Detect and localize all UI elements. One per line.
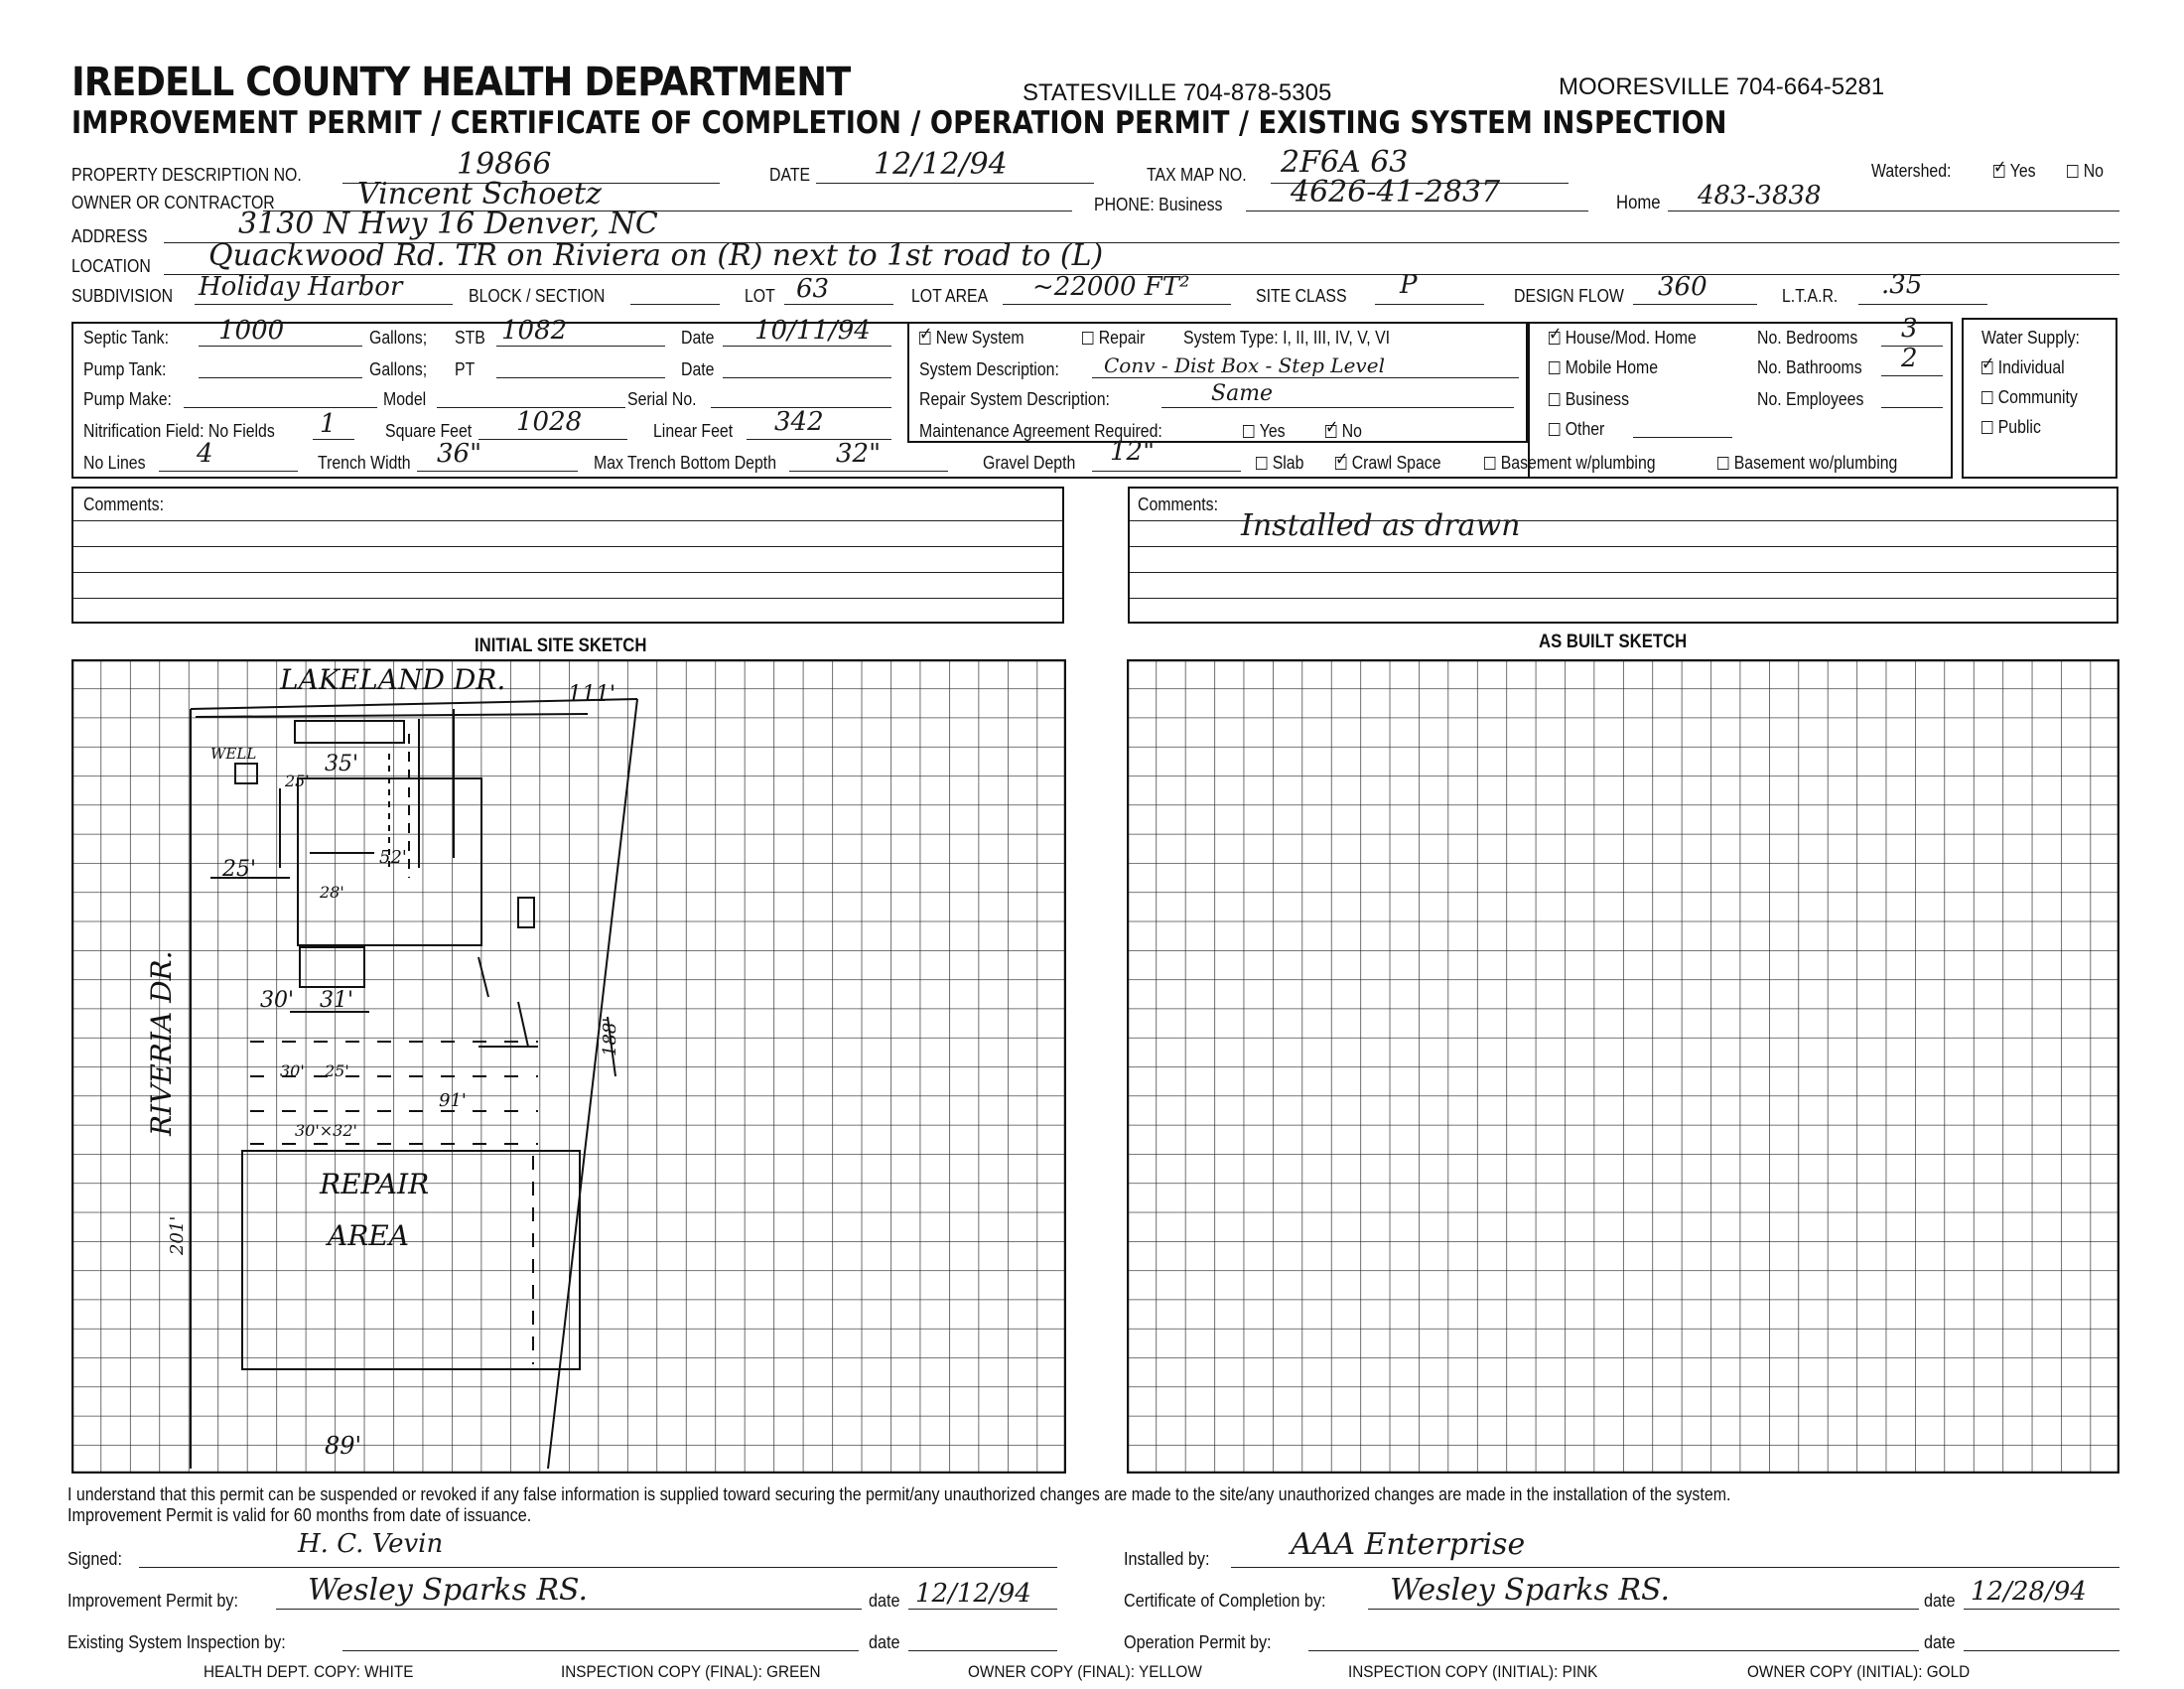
copy-owner-initial: OWNER COPY (INITIAL): GOLD [1747,1662,1971,1681]
system-type-label: System Type: I, II, III, IV, V, VI [1183,328,1391,348]
slab-checkbox[interactable] [1256,457,1267,470]
sketch-d25a: 25' [285,772,310,790]
cert-value[interactable]: Wesley Sparks RS. [1390,1573,1671,1608]
designflow-value[interactable]: 360 [1658,272,1707,302]
copy-inspection-final: INSPECTION COPY (FINAL): GREEN [561,1662,821,1681]
septic-value[interactable]: 1000 [218,316,285,346]
employees-label: No. Employees [1757,389,1864,409]
linear-value[interactable]: 342 [774,407,824,437]
basement-without-label: Basement wo/plumbing [1733,453,1898,473]
water-public[interactable] [1981,417,2041,438]
water-public-label: Public [1997,417,2041,437]
date-value[interactable]: 12/12/94 [874,147,1008,182]
improve-date-label: date [869,1591,900,1611]
business-option[interactable] [1549,389,1629,410]
model-label: Model [383,389,427,409]
ltar-value[interactable]: .35 [1881,270,1923,300]
new-system-checkbox[interactable] [919,332,930,345]
mooresville-phone: MOORESVILLE 704-664-5281 [1559,73,1885,100]
serial-label: Serial No. [627,389,697,409]
basement-without-checkbox[interactable] [1717,457,1728,470]
sysdesc-value[interactable]: Conv - Dist Box - Step Level [1104,353,1385,377]
mobile-label: Mobile Home [1565,357,1659,377]
water-individual[interactable] [1981,357,2065,378]
water-community-label: Community [1997,387,2078,407]
water-individual-checkbox[interactable] [1981,361,1992,374]
new-system[interactable] [919,328,1024,349]
maint-yes-checkbox[interactable] [1243,425,1254,438]
water-community-checkbox[interactable] [1981,391,1992,404]
sketch-repair2: AREA [328,1219,409,1252]
signed-value[interactable]: H. C. Vevin [298,1529,444,1559]
maint-no-checkbox[interactable] [1325,425,1336,438]
subdivision-label: SUBDIVISION [71,286,174,306]
comments-left-box[interactable] [71,487,1064,624]
lot-value[interactable]: 63 [796,274,830,304]
subdivision-value[interactable]: Holiday Harbor [199,272,403,302]
watershed-no-checkbox[interactable] [2067,165,2078,178]
taxmap-label: TAX MAP NO. [1147,165,1247,185]
cert-label: Certificate of Completion by: [1124,1591,1326,1611]
pump-gallons-label: Gallons; [369,359,428,379]
comments-right-label: Comments: [1138,494,1218,514]
basement-without-option[interactable] [1717,453,1897,474]
installed-label: Installed by: [1124,1549,1210,1569]
bathrooms-label: No. Bathrooms [1757,357,1862,377]
septic-date-value[interactable]: 10/11/94 [754,316,871,346]
department-title: IREDELL COUNTY HEALTH DEPARTMENT [71,60,851,105]
other-label: Other [1565,419,1605,439]
sketch-d30b: 30' [280,1061,305,1080]
other-checkbox[interactable] [1549,423,1560,436]
water-label: Water Supply: [1981,328,2080,348]
property-desc-value[interactable]: 19866 [457,147,552,182]
watershed-no[interactable] [2067,161,2104,182]
house-checkbox[interactable] [1549,332,1560,345]
basement-with-checkbox[interactable] [1484,457,1495,470]
sketch-d30c: 30'×32' [295,1121,357,1140]
asbuilt-sketch-title: AS BUILT SKETCH [1539,632,1688,652]
gravel-label: Gravel Depth [983,453,1076,473]
location-label: LOCATION [71,256,151,276]
cert-date-value[interactable]: 12/28/94 [1971,1577,2087,1607]
initial-site-sketch[interactable] [71,659,1066,1474]
lot-label: LOT [745,286,775,306]
sketch-d25b: 25' [222,857,257,882]
other-option[interactable] [1549,419,1604,440]
operation-date-label: date [1924,1632,1956,1652]
sketch-d91: 91' [439,1090,467,1111]
slab-option[interactable] [1256,453,1303,474]
operation-label: Operation Permit by: [1124,1632,1272,1652]
maint-no-label: No [1341,421,1362,441]
signed-label: Signed: [68,1549,122,1569]
improve-label: Improvement Permit by: [68,1591,238,1611]
water-public-checkbox[interactable] [1981,421,1992,434]
sqft-value[interactable]: 1028 [516,407,583,437]
location-value[interactable]: Quackwood Rd. TR on Riviera on (R) next to 1st road to (L) [208,238,1104,273]
watershed-yes-checkbox[interactable] [1993,165,2004,178]
business-checkbox[interactable] [1549,393,1560,406]
pt-label: PT [455,359,476,379]
maxdepth-value[interactable]: 32" [836,439,882,469]
sketch-d35: 35' [325,752,359,776]
phone-home-label: Home [1616,193,1661,213]
existing-label: Existing System Inspection by: [68,1632,286,1652]
crawl-label: Crawl Space [1351,453,1441,473]
pump-label: Pump Tank: [83,359,167,379]
statesville-phone: STATESVILLE 704-878-5305 [1023,79,1332,106]
gallons-label: Gallons; [369,328,428,348]
lotarea-label: LOT AREA [911,286,989,306]
nolines-value[interactable]: 4 [197,439,213,469]
basement-with-option[interactable] [1484,453,1656,474]
disclaimer-1: I understand that this permit can be suspended or revoked if any false information is supplied toward securing the permit/any unauthorized changes are made to the site/any unauthorized changes are made in the installation of the system. [68,1483,1731,1504]
mobile-checkbox[interactable] [1549,361,1560,374]
house-option[interactable] [1549,328,1697,349]
bedrooms-label: No. Bedrooms [1757,328,1858,348]
owner-value[interactable]: Vincent Schoetz [357,177,602,211]
as-built-sketch[interactable] [1127,659,2119,1474]
slab-label: Slab [1272,453,1304,473]
pump-date-label: Date [681,359,715,379]
septic-date-label: Date [681,328,715,348]
water-individual-label: Individual [1997,357,2065,377]
linear-label: Linear Feet [653,421,734,441]
watershed-yes-label: Yes [2009,161,2036,181]
repair-option[interactable] [1082,328,1145,349]
basement-with-label: Basement w/plumbing [1500,453,1656,473]
cert-date-label: date [1924,1591,1956,1611]
designflow-label: DESIGN FLOW [1514,286,1624,306]
initial-sketch-title: INITIAL SITE SKETCH [475,635,647,656]
sketch-street-top: LAKELAND DR. [280,663,506,696]
phone-home-value[interactable]: 483-3838 [1698,181,1822,211]
stb-label: STB [455,328,485,348]
sketch-d30a: 30' [260,988,295,1013]
water-community[interactable] [1981,387,2078,408]
copy-owner-final: OWNER COPY (FINAL): YELLOW [968,1662,1202,1681]
stb-value[interactable]: 1082 [501,316,568,346]
sketch-d25c: 25' [325,1061,349,1080]
sketch-d188: 188' [600,1017,620,1056]
maint-label: Maintenance Agreement Required: [919,421,1162,441]
block-label: BLOCK / SECTION [469,286,606,306]
property-desc-label: PROPERTY DESCRIPTION NO. [71,165,302,185]
owner-label: OWNER OR CONTRACTOR [71,193,275,212]
sysdesc-label: System Description: [919,359,1059,379]
phone-business-label: PHONE: Business [1094,195,1223,214]
sketch-repair1: REPAIR [320,1168,430,1200]
sketch-d31: 31' [320,988,354,1013]
siteclass-value[interactable]: P [1400,270,1418,300]
house-label: House/Mod. Home [1565,328,1697,348]
bathrooms-value[interactable]: 2 [1901,344,1918,373]
nolines-label: No Lines [83,453,146,473]
copy-health-dept: HEALTH DEPT. COPY: WHITE [204,1662,414,1681]
copy-inspection-initial: INSPECTION COPY (INITIAL): PINK [1348,1662,1598,1681]
taxmap-value[interactable]: 2F6A 63 [1281,145,1409,180]
sketch-d89: 89' [325,1432,362,1460]
mobile-option[interactable] [1549,357,1658,378]
existing-date-label: date [869,1632,900,1652]
sketch-d52: 52' [379,847,407,868]
crawl-option[interactable] [1335,453,1441,474]
form-subtitle: IMPROVEMENT PERMIT / CERTIFICATE OF COMPLETION / OPERATION PERMIT / EXISTING SYSTEM INSPECTION [71,105,1727,141]
nitrif-label: Nitrification Field: No Fields [83,421,275,441]
phone-business-value[interactable]: 4626-41-2837 [1291,175,1501,210]
crawl-checkbox[interactable] [1335,457,1346,470]
watershed-label: Watershed: [1871,161,1952,181]
improve-date-value[interactable]: 12/12/94 [915,1579,1031,1609]
maint-yes-label: Yes [1259,421,1286,441]
sketch-street-left: RIVERIA DR. [145,950,178,1136]
sqft-label: Square Feet [385,421,473,441]
watershed-no-label: No [2083,161,2104,181]
sketch-street-top-dim: 111' [568,682,616,707]
disclaimer-2: Improvement Permit is valid for 60 months from date of issuance. [68,1505,532,1525]
business-label: Business [1565,389,1630,409]
address-value[interactable]: 3130 N Hwy 16 Denver, NC [238,207,658,241]
comments-left-label: Comments: [83,494,164,514]
improve-value[interactable]: Wesley Sparks RS. [308,1573,589,1608]
repair-checkbox[interactable] [1082,332,1093,345]
sketch-d201: 201' [167,1215,188,1255]
sketch-d28: 28' [320,883,344,902]
trenchwidth-label: Trench Width [318,453,411,473]
address-label: ADDRESS [71,226,148,246]
siteclass-label: SITE CLASS [1256,286,1347,306]
pumpmake-label: Pump Make: [83,389,172,409]
date-label: DATE [769,165,811,185]
septic-label: Septic Tank: [83,328,170,348]
repair-label: Repair [1098,328,1146,348]
gravel-value[interactable]: 12" [1110,437,1156,467]
ltar-label: L.T.A.R. [1782,286,1839,306]
bedrooms-value[interactable]: 3 [1901,314,1918,344]
nofields-value[interactable]: 1 [320,409,337,439]
installed-value[interactable]: AAA Enterprise [1291,1527,1526,1562]
maint-yes[interactable] [1243,421,1286,442]
repairdesc-value[interactable]: Same [1211,381,1274,406]
maxdepth-label: Max Trench Bottom Depth [594,453,777,473]
repairdesc-label: Repair System Description: [919,389,1110,409]
sketch-well: WELL [210,745,257,763]
comments-right-value[interactable]: Installed as drawn [1241,508,1521,543]
maint-no[interactable] [1325,421,1362,442]
new-system-label: New System [935,328,1024,348]
lotarea-value[interactable]: ~22000 FT² [1032,272,1190,302]
trenchwidth-value[interactable]: 36" [437,439,482,469]
comments-right-box[interactable] [1128,487,2118,624]
watershed-yes[interactable] [1993,161,2036,182]
